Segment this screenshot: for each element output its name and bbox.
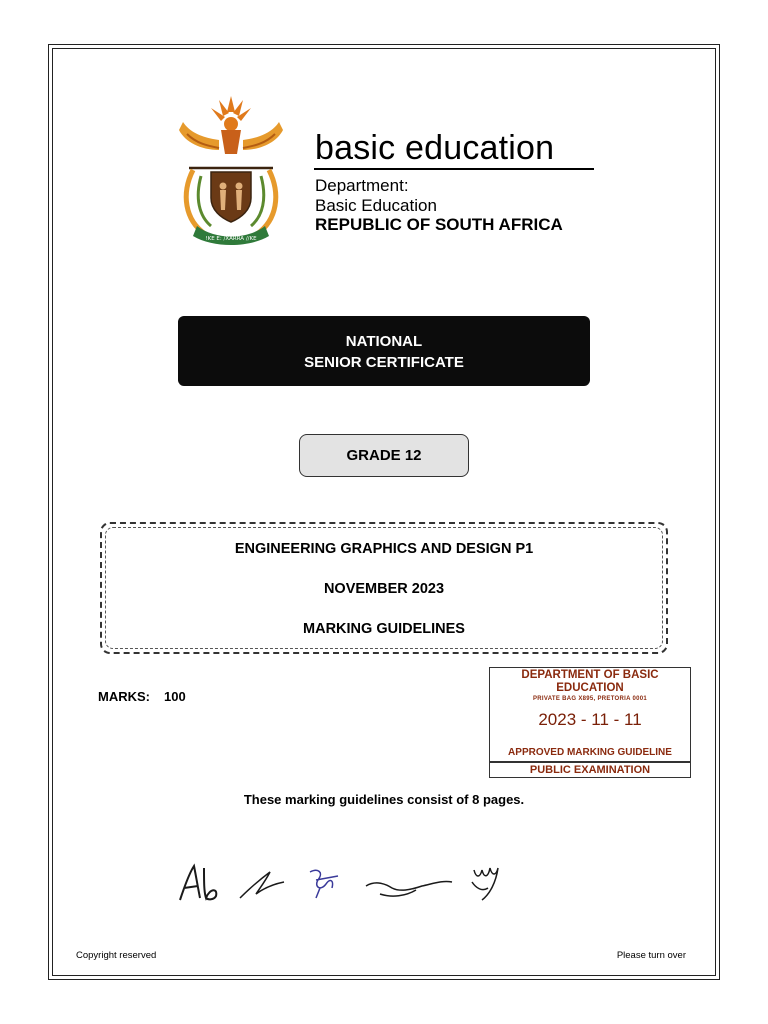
signatures [170,858,510,908]
document-type: MARKING GUIDELINES [303,621,465,637]
marks-value: 100 [164,689,186,704]
page-count-note: These marking guidelines consist of 8 pages. [243,792,525,807]
exam-session: NOVEMBER 2023 [323,581,445,597]
turn-over-note: Please turn over [616,950,686,961]
stamp-approved: APPROVED MARKING GUIDELINE [508,747,672,758]
signature-1 [180,866,216,900]
brand-underline [314,168,594,170]
subject-title: ENGINEERING GRAPHICS AND DESIGN P1 [234,541,534,557]
copyright-note: Copyright reserved [76,950,157,961]
signature-3 [310,870,338,898]
stamp-date: 2023 - 11 - 11 [538,710,642,729]
stamp-title: DEPARTMENT OF BASIC EDUCATION [521,669,659,694]
banner-line-1: NATIONAL [345,333,423,350]
approval-stamp [489,667,691,778]
stamp-divider [490,761,690,763]
stamp-public: PUBLIC EXAMINATION [529,764,651,776]
department-logo [165,90,605,250]
svg-text:!KE E: /XARRA //KE: !KE E: /XARRA //KE [205,236,257,242]
signature-2 [240,872,284,898]
certificate-banner [178,316,590,386]
grade-badge: GRADE 12 [299,434,469,477]
coat-of-arms-icon [171,94,291,246]
subject-box [100,522,668,654]
brand-name: basic education [315,129,555,167]
department-label: Department: [315,176,409,195]
marks-line [98,689,186,704]
country-name: REPUBLIC OF SOUTH AFRICA [315,215,563,234]
signature-4 [366,881,452,896]
department-name: Basic Education [315,196,437,215]
marks-label: MARKS: [98,689,150,704]
banner-line-2: SENIOR CERTIFICATE [304,354,464,371]
signature-5 [472,868,498,900]
stamp-address: PRIVATE BAG X895, PRETORIA 0001 [532,696,648,702]
